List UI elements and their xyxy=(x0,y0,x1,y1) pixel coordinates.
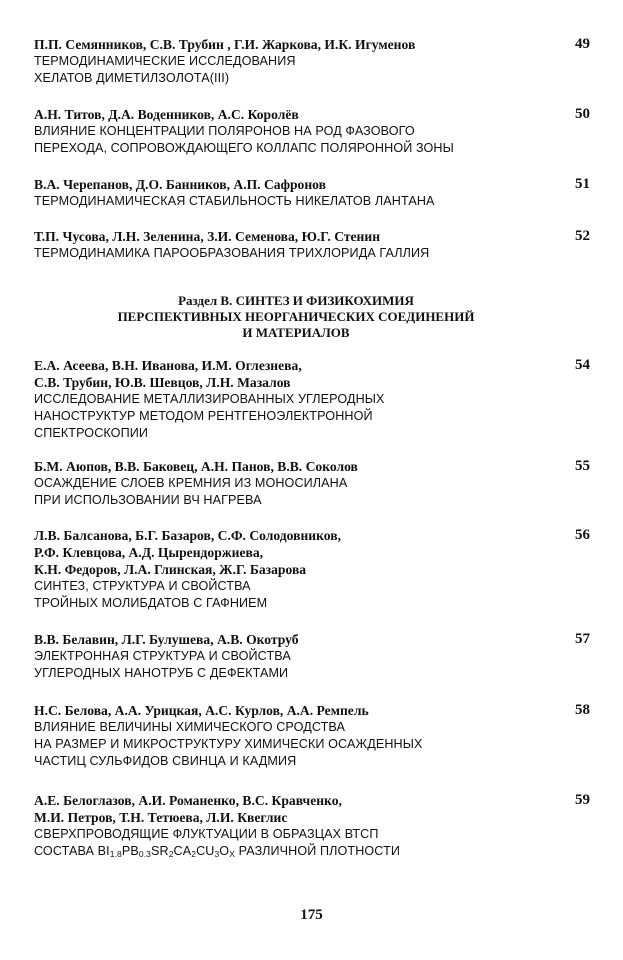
page-folio: 175 xyxy=(300,907,323,923)
formula-subscript: 2 xyxy=(168,849,174,859)
entry-title: ТЕРМОДИНАМИКА ПАРООБРАЗОВАНИЯ ТРИХЛОРИДА ГАЛЛИЯ xyxy=(34,246,430,260)
formula-subscript: 0.3 xyxy=(138,849,152,859)
page-number: 56 xyxy=(575,527,590,543)
entry-authors: К.Н. Федоров, Л.А. Глинская, Ж.Г. Базарова xyxy=(34,562,307,577)
entry-title: ТЕРМОДИНАМИЧЕСКИЕ ИССЛЕДОВАНИЯ xyxy=(34,54,296,68)
entry-title-formula-line xyxy=(34,843,590,863)
entry-title: ЧАСТИЦ СУЛЬФИДОВ СВИНЦА И КАДМИЯ xyxy=(34,754,297,768)
page-number: 58 xyxy=(575,702,590,718)
formula-element: SR xyxy=(151,844,169,858)
entry-title: НА РАЗМЕР И МИКРОСТРУКТУРУ ХИМИЧЕСКИ ОСАЖДЕННЫХ xyxy=(34,737,423,751)
page-number: 55 xyxy=(575,458,590,474)
formula-element: O xyxy=(219,844,230,858)
toc-entry xyxy=(34,527,590,612)
formula-element: CU xyxy=(196,844,215,858)
entry-title: ТЕРМОДИНАМИЧЕСКАЯ СТАБИЛЬНОСТЬ НИКЕЛАТОВ ЛАНТАНА xyxy=(34,194,435,208)
toc-entry xyxy=(34,357,590,442)
formula-element: PB xyxy=(121,844,139,858)
page-number: 59 xyxy=(575,792,590,808)
entry-title: ХЕЛАТОВ ДИМЕТИЛЗОЛОТА(III) xyxy=(34,71,230,85)
entry-title: ВЛИЯНИЕ КОНЦЕНТРАЦИИ ПОЛЯРОНОВ НА РОД ФАЗОВОГО xyxy=(34,124,415,138)
page-number: 50 xyxy=(575,106,590,122)
entry-authors: С.В. Трубин, Ю.В. Шевцов, Л.Н. Мазалов xyxy=(34,375,291,390)
toc-entry xyxy=(34,458,590,509)
entry-title: ТРОЙНЫХ МОЛИБДАТОВ С ГАФНИЕМ xyxy=(34,596,268,610)
page-number: 54 xyxy=(575,357,590,373)
chemical-formula xyxy=(98,844,235,858)
entry-authors: Т.П. Чусова, Л.Н. Зеленина, З.И. Семенова, Ю.Г. Стенин xyxy=(34,229,381,244)
section-heading-line: ПЕРСПЕКТИВНЫХ НЕОРГАНИЧЕСКИХ СОЕДИНЕНИЙ xyxy=(117,309,475,324)
entry-title: СВЕРХПРОВОДЯЩИЕ ФЛУКТУАЦИИ В ОБРАЗЦАХ ВТСП xyxy=(34,827,379,841)
toc-entry xyxy=(34,106,590,157)
entry-title: НАНОСТРУКТУР МЕТОДОМ РЕНТГЕНОЭЛЕКТРОННОЙ xyxy=(34,409,373,423)
entry-title: СИНТЕЗ, СТРУКТУРА И СВОЙСТВА xyxy=(34,579,251,593)
toc-entry xyxy=(34,631,590,682)
formula-element: CA xyxy=(173,844,192,858)
toc-entry xyxy=(34,792,590,863)
entry-authors: П.П. Семянников, С.В. Трубин , Г.И. Жаркова, И.К. Игуменов xyxy=(34,37,416,52)
entry-authors: М.И. Петров, Т.Н. Тетюева, Л.И. Квеглис xyxy=(34,810,288,825)
formula-subscript: 1.8 xyxy=(109,849,122,859)
entry-authors: Л.В. Балсанова, Б.Г. Базаров, С.Ф. Солодовников, xyxy=(34,528,341,543)
entry-title: ПРИ ИСПОЛЬЗОВАНИИ ВЧ НАГРЕВА xyxy=(34,493,262,507)
entry-authors: Р.Ф. Клевцова, А.Д. Цырендоржиева, xyxy=(34,545,264,560)
entry-authors: А.Н. Титов, Д.А. Воденников, А.С. Королёв xyxy=(34,107,299,122)
formula-suffix: РАЗЛИЧНОЙ ПЛОТНОСТИ xyxy=(234,844,401,858)
entry-authors: А.Е. Белоглазов, А.И. Романенко, В.С. Кравченко, xyxy=(34,793,342,808)
page-number: 49 xyxy=(575,36,590,52)
formula-prefix: СОСТАВА xyxy=(34,844,98,858)
entry-title: УГЛЕРОДНЫХ НАНОТРУБ С ДЕФЕКТАМИ xyxy=(34,666,289,680)
entry-authors: Е.А. Асеева, В.Н. Иванова, И.М. Оглезнева, xyxy=(34,358,302,373)
page-number: 52 xyxy=(575,228,590,244)
toc-entry xyxy=(34,36,590,87)
entry-title: ЭЛЕКТРОННАЯ СТРУКТУРА И СВОЙСТВА xyxy=(34,649,291,663)
entry-title: ВЛИЯНИЕ ВЕЛИЧИНЫ ХИМИЧЕСКОГО СРОДСТВА xyxy=(34,720,346,734)
section-heading-line: И МАТЕРИАЛОВ xyxy=(242,325,350,340)
formula-subscript: 3 xyxy=(214,849,220,859)
entry-authors: В.А. Черепанов, Д.О. Банников, А.П. Сафронов xyxy=(34,177,326,192)
formula-subscript: 2 xyxy=(191,849,197,859)
entry-title: ПЕРЕХОДА, СОПРОВОЖДАЮЩЕГО КОЛЛАПС ПОЛЯРОННОЙ ЗОНЫ xyxy=(34,141,454,155)
toc-entry xyxy=(34,702,590,770)
formula-element: BI xyxy=(97,844,110,858)
entry-title: СПЕКТРОСКОПИИ xyxy=(34,426,149,440)
entry-authors: В.В. Белавин, Л.Г. Булушева, А.В. Окотруб xyxy=(34,632,299,647)
formula-subscript: X xyxy=(229,849,235,859)
entry-title: ОСАЖДЕНИЕ СЛОЕВ КРЕМНИЯ ИЗ МОНОСИЛАНА xyxy=(34,476,348,490)
page-number: 51 xyxy=(575,176,590,192)
entry-authors: Б.М. Аюпов, В.В. Баковец, А.Н. Панов, В.В. Соколов xyxy=(34,459,358,474)
toc-entry xyxy=(34,176,590,210)
entry-title: ИССЛЕДОВАНИЕ МЕТАЛЛИЗИРОВАННЫХ УГЛЕРОДНЫХ xyxy=(34,392,385,406)
section-heading-line: Раздел В. СИНТЕЗ И ФИЗИКОХИМИЯ xyxy=(178,293,414,308)
page-number: 57 xyxy=(575,631,590,647)
entry-authors: Н.С. Белова, А.А. Урицкая, А.С. Курлов, А.А. Ремпель xyxy=(34,703,369,718)
toc-entry xyxy=(34,228,590,262)
section-heading xyxy=(34,293,558,341)
